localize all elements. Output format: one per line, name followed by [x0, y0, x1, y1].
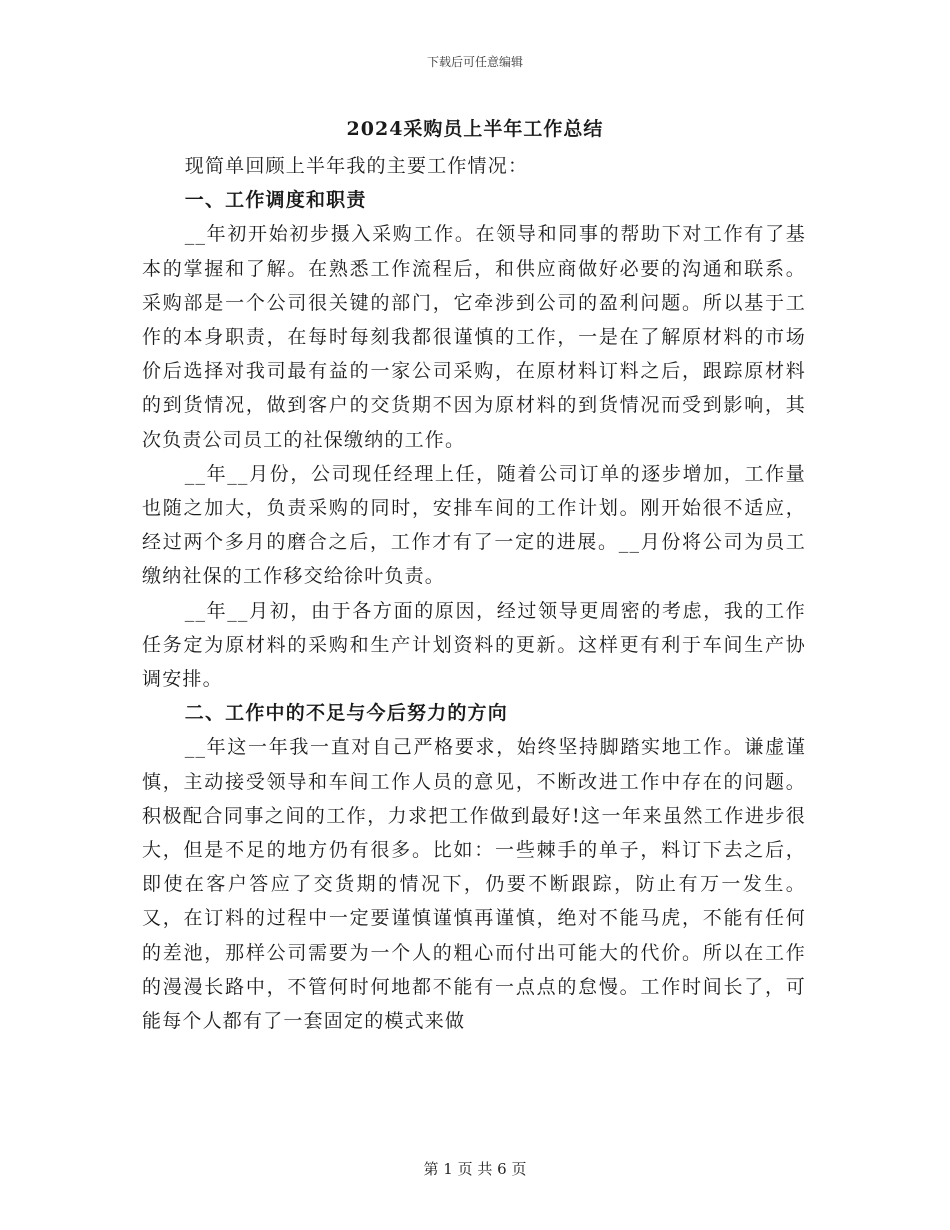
section-2-paragraph-1: __年这一年我一直对自己严格要求，始终坚持脚踏实地工作。谦虚谨慎，主动接受领导和车间工作人员的意见，不断改进工作中存在的问题。积极配合同事之间的工作，力求把工作做到最好!这一年来虽然工作进步很大，但是不足的地方仍有很多。比如：一些棘手的单子，料订下去之后，即使在客户答应了交货期的情况下，仍要不断跟踪，防止有万一发生。又，在订料的过程中一定要谨慎谨慎再谨慎，绝对不能马虎，不能有任何的差池，那样公司需要为一个人的粗心而付出可能大的代价。所以在工作的漫漫长路中，不管何时何地都不能有一点点的怠慢。工作时间长了，可能每个人都有了一套固定的模式来做: [142, 736, 806, 1033]
header-note: 下载后可任意编辑: [426, 55, 523, 69]
section-1-heading: 一、工作调度和职责: [184, 189, 367, 212]
page-indicator: 第 1 页 共 6 页: [423, 1160, 527, 1178]
section-1-paragraph-2: __年__月份，公司现任经理上任，随着公司订单的逐步增加，工作量也随之加大，负责采购的同时，安排车间的工作计划。刚开始很不适应，经过两个多月的磨合之后，工作才有了一定的进展。__月份将公司为员工缴纳社保的工作移交给徐叶负责。: [142, 462, 806, 588]
section-2-heading: 二、工作中的不足与今后努力的方向: [184, 702, 508, 725]
section-1-paragraph-1: __年初开始初步摄入采购工作。在领导和同事的帮助下对工作有了基本的掌握和了解。在熟悉工作流程后，和供应商做好必要的沟通和联系。采购部是一个公司很关键的部门，它牵涉到公司的盈利问题。所以基于工作的本身职责，在每时每刻我都很谨慎的工作，一是在了解原材料的市场价后选择对我司最有益的一家公司采购，在原材料订料之后，跟踪原材料的到货情况，做到客户的交货期不因为原材料的到货情况而受到影响，其次负责公司员工的社保缴纳的工作。: [142, 223, 806, 451]
intro-paragraph: 现简单回顾上半年我的主要工作情况：: [184, 155, 529, 177]
document-body: [142, 149, 806, 1038]
document-title: 2024采购员上半年工作总结: [346, 118, 604, 140]
section-1-paragraph-3: __年__月初，由于各方面的原因，经过领导更周密的考虑，我的工作任务定为原材料的采购和生产计划资料的更新。这样更有利于车间生产协调安排。: [142, 599, 806, 691]
